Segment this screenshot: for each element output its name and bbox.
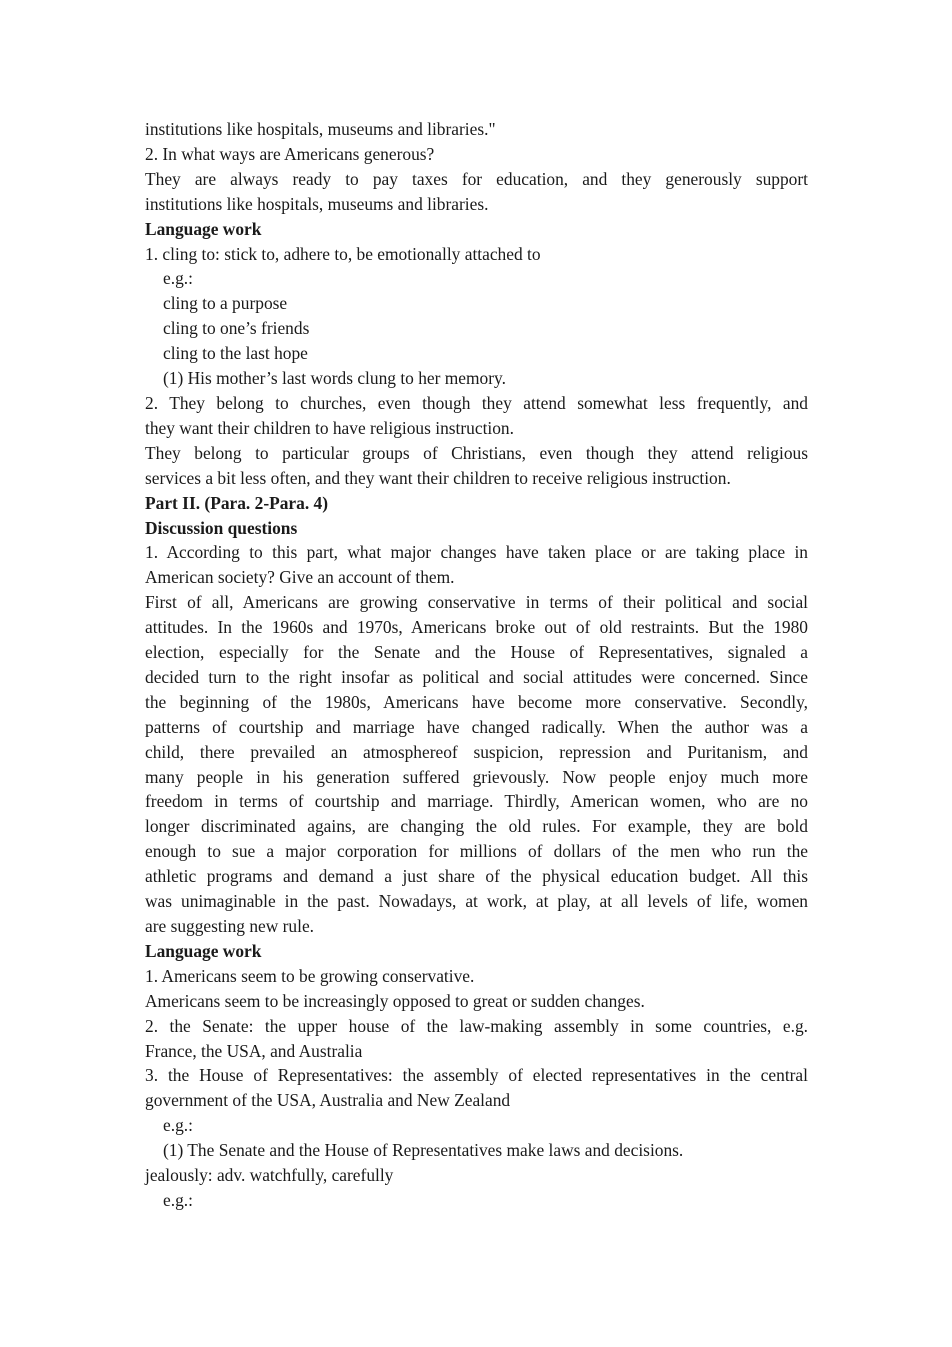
text-line: child, there prevailed an atmosphereof suspicion, repression and Puritanism, and <box>145 741 808 762</box>
text-line: 1. cling to: stick to, adhere to, be emotionally attached to <box>145 243 541 264</box>
text-line: government of the USA, Australia and New Zealand <box>145 1090 511 1111</box>
text-line: athletic programs and demand a just share of the physical education budget. All this <box>145 866 808 887</box>
text-line: patterns of courtship and marriage have changed radically. When the author was a <box>145 716 808 737</box>
text-line: 2. the Senate: the upper house of the law-making assembly in some countries, e.g. <box>145 1015 808 1036</box>
text-line: 2. In what ways are Americans generous? <box>145 143 435 164</box>
text-line: 2. They belong to churches, even though they attend somewhat less frequently, and <box>145 392 808 413</box>
text-line: decided turn to the right insofar as political and social attitudes were concerned. Since <box>145 666 808 687</box>
section-heading: Part II. (Para. 2-Para. 4) <box>145 492 329 513</box>
section-heading: Language work <box>145 940 262 961</box>
text-line: institutions like hospitals, museums and libraries. <box>145 193 489 214</box>
text-line: They belong to particular groups of Christians, even though they attend religious <box>145 442 808 463</box>
text-line: They are always ready to pay taxes for education, and they generously support <box>145 168 808 189</box>
example-line: cling to one’s friends <box>163 318 310 339</box>
text-line: services a bit less often, and they want their children to receive religious instruction. <box>145 467 731 488</box>
text-line: enough to sue a major corporation for millions of dollars of the men who run the <box>145 841 808 862</box>
document-page <box>145 117 808 1213</box>
text-line: was unimaginable in the past. Nowadays, at work, at play, at all levels of life, women <box>145 891 808 912</box>
text-line: freedom in terms of courtship and marriage. Thirdly, American women, who are no <box>145 791 808 812</box>
text-line: 3. the House of Representatives: the assembly of elected representatives in the central <box>145 1065 808 1086</box>
text-line: First of all, Americans are growing conservative in terms of their political and social <box>145 592 808 613</box>
text-line: France, the USA, and Australia <box>145 1040 363 1061</box>
section-heading: Language work <box>145 218 262 239</box>
text-line: institutions like hospitals, museums and libraries." <box>145 119 496 139</box>
text-line: longer discriminated agains, are changing the old rules. For example, they are bold <box>145 816 808 837</box>
text-line: 1. Americans seem to be growing conservative. <box>145 965 475 986</box>
text-line: election, especially for the Senate and the House of Representatives, signaled a <box>145 642 808 663</box>
text-line: attitudes. In the 1960s and 1970s, Americans broke out of old restraints. But the 1980 <box>145 617 808 638</box>
text-line: the beginning of the 1980s, Americans have become more conservative. Secondly, <box>145 691 808 712</box>
text-line: many people in his generation suffered grievously. Now people enjoy much more <box>145 766 808 787</box>
example-line: (1) His mother’s last words clung to her memory. <box>163 368 506 389</box>
example-line: e.g.: <box>163 1189 193 1210</box>
text-line: they want their children to have religious instruction. <box>145 417 514 438</box>
section-heading: Discussion questions <box>145 517 298 538</box>
example-line: (1) The Senate and the House of Representatives make laws and decisions. <box>163 1140 684 1161</box>
example-line: cling to the last hope <box>163 343 308 364</box>
text-line: Americans seem to be increasingly opposed to great or sudden changes. <box>145 990 645 1011</box>
example-line: cling to a purpose <box>163 293 288 314</box>
text-line: jealously: adv. watchfully, carefully <box>145 1165 394 1186</box>
text-line: American society? Give an account of them. <box>145 567 455 588</box>
text-line: 1. According to this part, what major changes have taken place or are taking place in <box>145 542 808 563</box>
example-line: e.g.: <box>163 268 193 289</box>
example-line: e.g.: <box>163 1115 193 1136</box>
text-line: are suggesting new rule. <box>145 916 315 936</box>
